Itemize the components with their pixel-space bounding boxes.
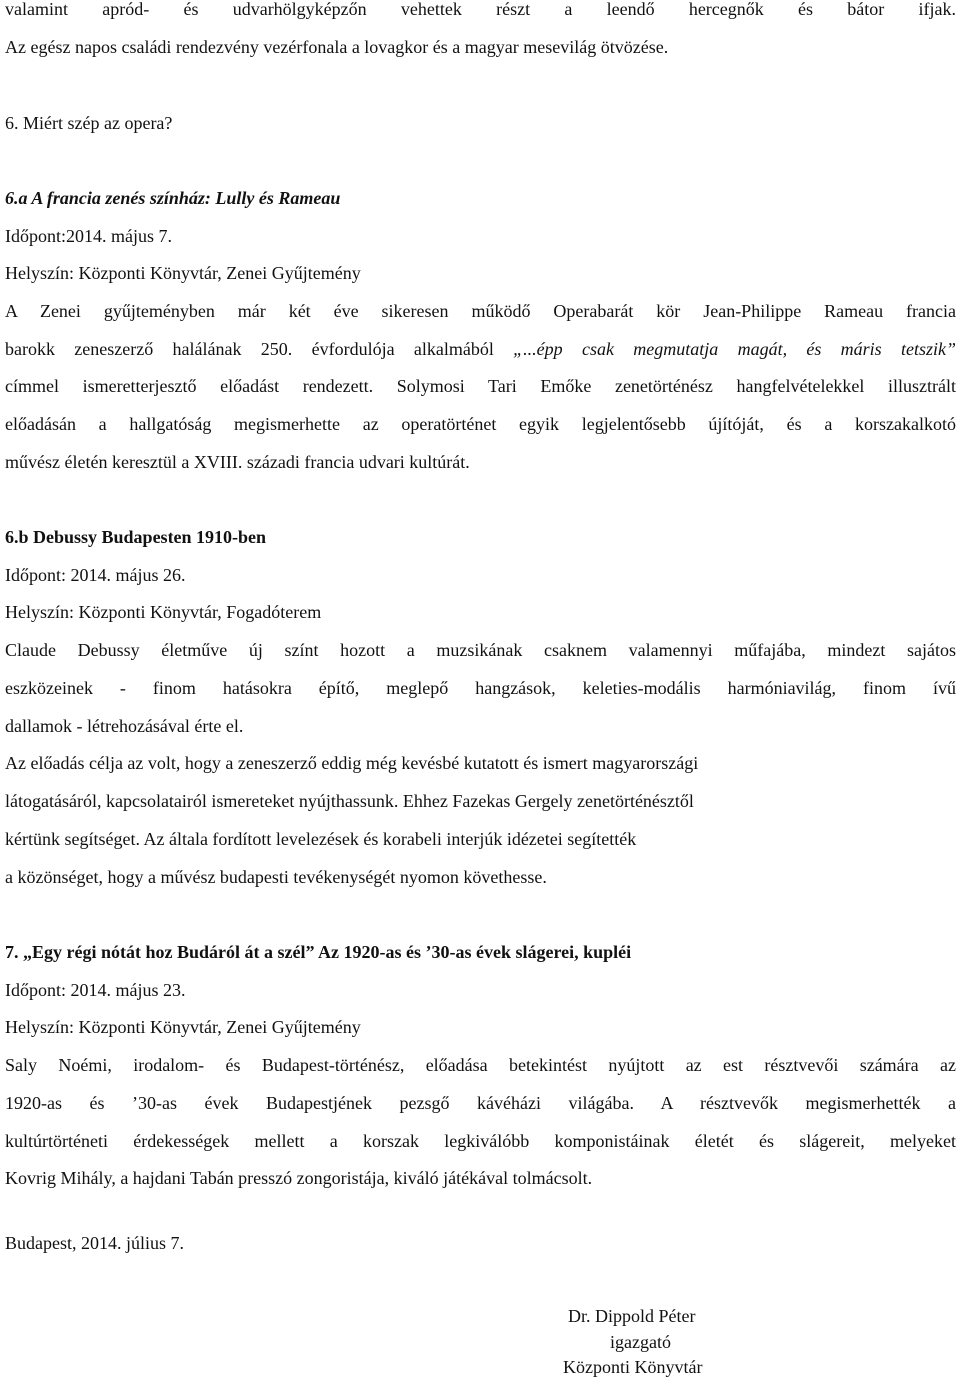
section-6b-body-line-3: dallamok - létrehozásával érte el. bbox=[5, 716, 244, 736]
section-6b-date: Időpont: 2014. május 26. bbox=[5, 565, 186, 585]
closing-place-date: Budapest, 2014. július 7. bbox=[5, 1233, 184, 1253]
section-7-venue: Helyszín: Központi Könyvtár, Zenei Gyűjtemény bbox=[5, 1017, 361, 1037]
lecture-title-quote: „...épp csak megmutatja magát, és máris tetszik” bbox=[513, 339, 956, 359]
section-6a-venue: Helyszín: Központi Könyvtár, Zenei Gyűjtemény bbox=[5, 263, 361, 283]
signature-name: Dr. Dippold Péter bbox=[568, 1306, 696, 1326]
section-7-body-line-2: 1920-as és ’30-as évek Budapestjének pezsgő kávéházi világába. A résztvevők megismerhették a bbox=[5, 1093, 956, 1113]
section-6b-body-line-1: Claude Debussy életműve új színt hozott a muzsikának csaknem valamennyi műfajába, mindezt sajátos bbox=[5, 640, 956, 660]
section-6a-body-line-4: előadásán a hallgatóság megismerhette az operatörténet egyik legjelentősebb újítóját, és a korszakalkotó bbox=[5, 414, 956, 434]
section-6-heading: 6. Miért szép az opera? bbox=[5, 113, 173, 133]
section-6b-body-line-6: kértünk segítséget. Az általa fordított levelezések és korabeli interjúk idézetei segítették bbox=[5, 829, 637, 849]
section-6a-body-line-2-text: barokk zeneszerző halálának 250. évfordulója alkalmából bbox=[5, 339, 494, 359]
section-6a-body-line-3-rest: Solymosi Tari Emőke zenetörténész hangfelvételekkel illusztrált bbox=[396, 376, 956, 396]
section-6a-title: 6.a A francia zenés színház: Lully és Rameau bbox=[5, 188, 341, 208]
section-7-body-line-1: Saly Noémi, irodalom- és Budapest-történész, előadása betekintést nyújtott az est résztvevői számára az bbox=[5, 1055, 956, 1075]
section-7-body-line-4: Kovrig Mihály, a hajdani Tabán presszó zongoristája, kiváló játékával tolmácsolt. bbox=[5, 1168, 593, 1188]
section-6a-date: Időpont:2014. május 7. bbox=[5, 226, 172, 246]
section-6a-body-line-3 bbox=[5, 371, 956, 401]
signature-organization: Központi Könyvtár bbox=[563, 1357, 703, 1377]
section-7-title: 7. „Egy régi nótát hoz Budáról át a szél” Az 1920-as és ’30-as évek slágerei, kupléi bbox=[5, 942, 632, 962]
intro-line-2: Az egész napos családi rendezvény vezérfonala a lovagkor és a magyar mesevilág ötvözése. bbox=[5, 37, 669, 57]
section-6b-title: 6.b Debussy Budapesten 1910-ben bbox=[5, 527, 267, 547]
signature-title: igazgató bbox=[610, 1332, 671, 1352]
section-6b-body-line-5: látogatásáról, kapcsolatairól ismereteket nyújthassunk. Ehhez Fazekas Gergely zenetörténésztől bbox=[5, 791, 694, 811]
intro-line-1: valamint apród- és udvarhölgyképzőn vehettek részt a leendő hercegnők és bátor ifjak. bbox=[5, 0, 956, 19]
section-6b-venue: Helyszín: Központi Könyvtár, Fogadóterem bbox=[5, 602, 322, 622]
section-6b-body-line-7: a közönséget, hogy a művész budapesti tevékenységét nyomon követhesse. bbox=[5, 867, 547, 887]
section-6a-body-line-5: művész életén keresztül a XVIII. századi francia udvari kultúrát. bbox=[5, 452, 470, 472]
section-7-date: Időpont: 2014. május 23. bbox=[5, 980, 186, 1000]
section-6a-body-line-2 bbox=[5, 334, 956, 364]
section-6a-body-line-1: A Zenei gyűjteményben már két éve sikeresen működő Operabarát kör Jean-Philippe Rameau francia bbox=[5, 301, 956, 321]
section-6b-body-line-4: Az előadás célja az volt, hogy a zeneszerző eddig még kevésbé kutatott és ismert magyarországi bbox=[5, 753, 699, 773]
section-6b-body-line-2: eszközeinek - finom hatásokra építő, meglepő hangzások, keleties-modális harmóniavilág, finom ívű bbox=[5, 678, 956, 698]
section-6a-body-line-3-text: címmel ismeretterjesztő előadást rendezett. bbox=[5, 376, 374, 396]
section-7-body-line-3: kultúrtörténeti érdekességek mellett a korszak legkiválóbb komponistáinak életét és slágereit, melyeket bbox=[5, 1131, 956, 1151]
